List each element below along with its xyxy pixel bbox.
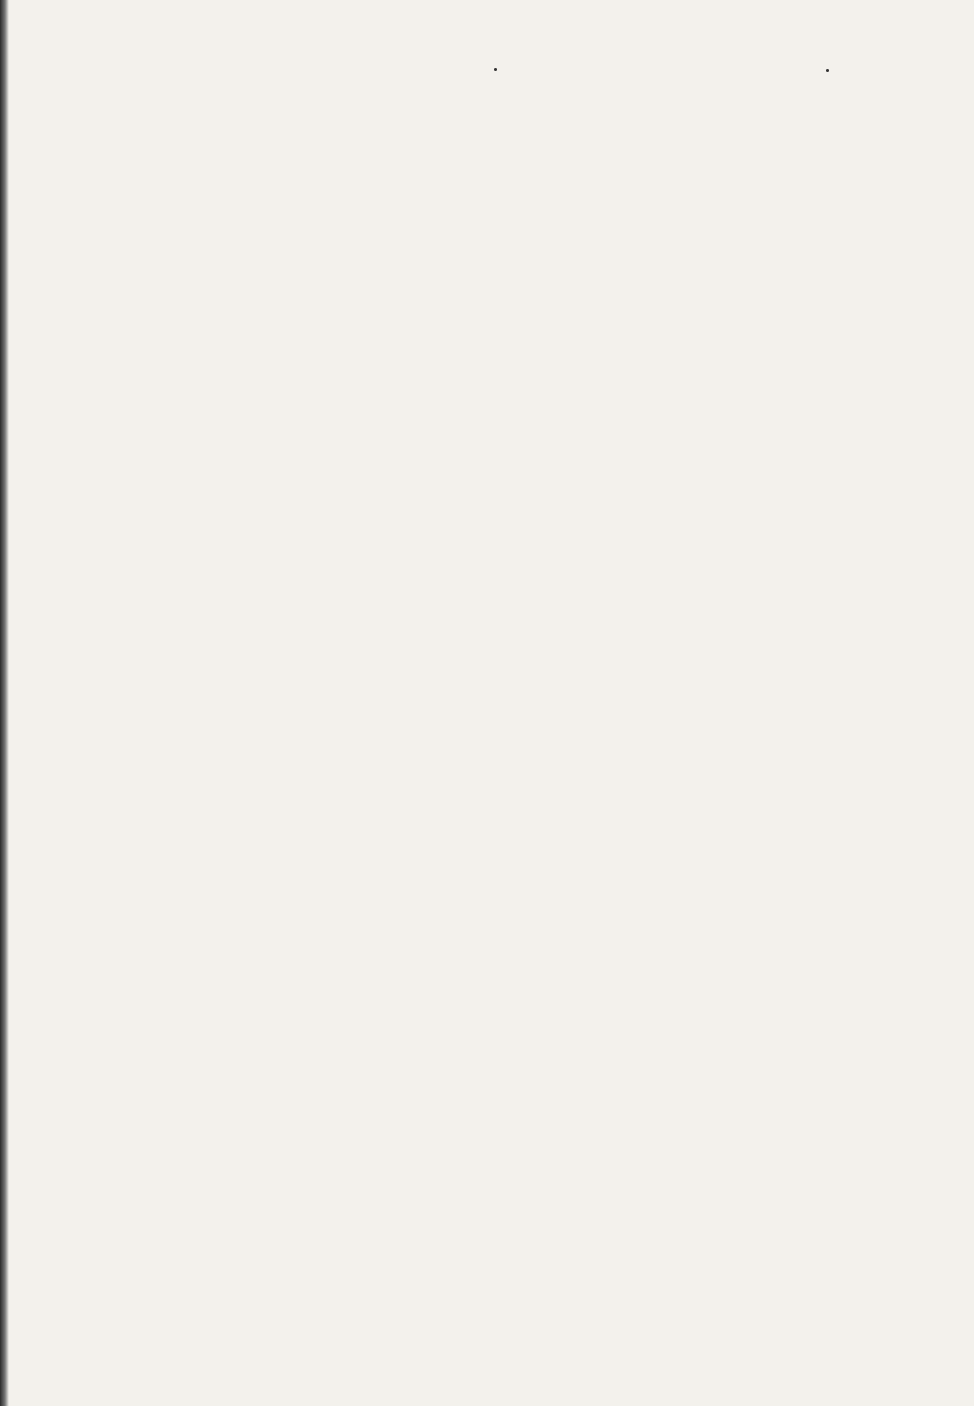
page-edge-shadow [0,0,9,1406]
speck [494,68,497,71]
speck [826,69,829,72]
moseley-chart [384,536,854,896]
